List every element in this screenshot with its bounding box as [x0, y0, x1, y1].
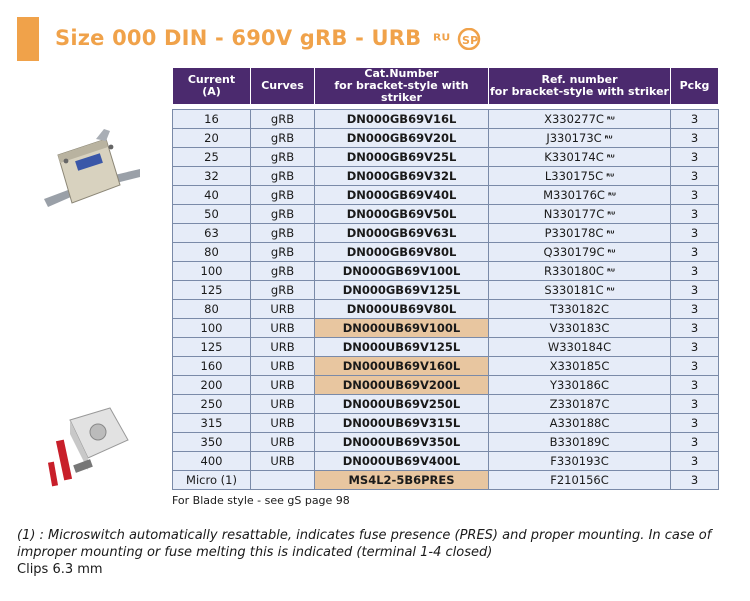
curve-cell: URB: [251, 376, 315, 395]
curve-cell: URB: [251, 414, 315, 433]
cat-number-cell: DN000UB69V100L: [315, 319, 489, 338]
column-header-line2: for bracket-style with striker: [490, 85, 669, 98]
ul-mark-icon: ᴿᵁ: [606, 172, 615, 181]
ref-number-cell: V330183C: [489, 319, 671, 338]
current-cell: 125: [173, 281, 251, 300]
cat-number-cell: DN000UB69V160L: [315, 357, 489, 376]
curve-cell: gRB: [251, 148, 315, 167]
pckg-cell: 3: [671, 300, 719, 319]
curve-cell: gRB: [251, 281, 315, 300]
ref-number-cell: F330193C: [489, 452, 671, 471]
pckg-cell: 3: [671, 452, 719, 471]
ref-number-cell: K330174C ᴿᵁ: [489, 148, 671, 167]
table-row: [173, 452, 719, 471]
ul-mark-icon: ᴿᵁ: [606, 267, 615, 276]
ref-number-cell: M330176C ᴿᵁ: [489, 186, 671, 205]
ul-mark-icon: ᴿᵁ: [606, 115, 615, 124]
current-cell: 80: [173, 300, 251, 319]
column-header-line2: (A): [202, 85, 221, 98]
current-cell: 200: [173, 376, 251, 395]
table-row: [173, 471, 719, 490]
curve-cell: URB: [251, 452, 315, 471]
title-accent-bar: [17, 17, 39, 61]
cat-number-cell: DN000UB69V250L: [315, 395, 489, 414]
table-row: [173, 395, 719, 414]
curve-cell: gRB: [251, 262, 315, 281]
table-row: [173, 224, 719, 243]
curve-cell: URB: [251, 395, 315, 414]
cat-number-cell: DN000GB69V50L: [315, 205, 489, 224]
column-header-line1: Cat.Number: [364, 67, 439, 80]
ul-mark-icon: ᴿᵁ: [607, 210, 616, 219]
current-cell: 100: [173, 319, 251, 338]
pckg-cell: 3: [671, 395, 719, 414]
microswitch-image: [40, 400, 140, 500]
fuse-table: [172, 67, 719, 490]
table-row: [173, 281, 719, 300]
curve-cell: gRB: [251, 205, 315, 224]
ref-number-cell: Q330179C ᴿᵁ: [489, 243, 671, 262]
curve-cell: URB: [251, 319, 315, 338]
ul-mark-icon: ᴿᵁ: [606, 153, 615, 162]
ref-number-cell: P330178C ᴿᵁ: [489, 224, 671, 243]
current-cell: 250: [173, 395, 251, 414]
column-header-line2: for bracket-style with striker: [334, 79, 469, 104]
current-cell: 16: [173, 110, 251, 129]
current-cell: 20: [173, 129, 251, 148]
curve-cell: gRB: [251, 224, 315, 243]
cat-number-cell: DN000UB69V400L: [315, 452, 489, 471]
current-cell: 63: [173, 224, 251, 243]
ref-number-cell: J330173C ᴿᵁ: [489, 129, 671, 148]
table-row: [173, 167, 719, 186]
table-row: [173, 414, 719, 433]
cat-number-cell: DN000UB69V125L: [315, 338, 489, 357]
column-header-line1: Ref. number: [541, 73, 618, 86]
column-header-4: [671, 68, 719, 105]
table-row: [173, 148, 719, 167]
page-title: [55, 26, 483, 50]
table-row: [173, 110, 719, 129]
ref-number-cell: Z330187C: [489, 395, 671, 414]
table-row: [173, 433, 719, 452]
ul-mark-icon: ᴿᵁ: [607, 191, 616, 200]
current-cell: 80: [173, 243, 251, 262]
blade-style-note: For Blade style - see gS page 98: [172, 494, 350, 507]
ref-number-cell: S330181C ᴿᵁ: [489, 281, 671, 300]
svg-text:ᴿᵁ: ᴿᵁ: [432, 31, 451, 50]
column-header-3: [489, 68, 671, 105]
column-header-line1: Pckg: [679, 79, 710, 92]
pckg-cell: 3: [671, 281, 719, 300]
pckg-cell: 3: [671, 243, 719, 262]
ul-mark-icon: ᴿᵁ: [607, 248, 616, 257]
cat-number-cell: DN000GB69V100L: [315, 262, 489, 281]
table-row: [173, 357, 719, 376]
curve-cell: URB: [251, 433, 315, 452]
pckg-cell: 3: [671, 110, 719, 129]
table-row: [173, 338, 719, 357]
pckg-cell: 3: [671, 376, 719, 395]
current-cell: 350: [173, 433, 251, 452]
ref-number-cell: X330277C ᴿᵁ: [489, 110, 671, 129]
ul-mark-icon: ᴿᵁ: [606, 229, 615, 238]
table-row: [173, 319, 719, 338]
cat-number-cell: DN000UB69V80L: [315, 300, 489, 319]
curve-cell: gRB: [251, 110, 315, 129]
table-row: [173, 205, 719, 224]
curve-cell: gRB: [251, 167, 315, 186]
cat-number-cell: DN000UB69V315L: [315, 414, 489, 433]
current-cell: 50: [173, 205, 251, 224]
curve-cell: [251, 471, 315, 490]
cat-number-cell: DN000GB69V63L: [315, 224, 489, 243]
table-row: [173, 129, 719, 148]
pckg-cell: 3: [671, 186, 719, 205]
pckg-cell: 3: [671, 224, 719, 243]
page-title-text: Size 000 DIN - 690V gRB - URB: [55, 26, 422, 50]
cat-number-cell: DN000UB69V350L: [315, 433, 489, 452]
ref-number-cell: L330175C ᴿᵁ: [489, 167, 671, 186]
ref-number-cell: T330182C: [489, 300, 671, 319]
cat-number-cell: DN000GB69V32L: [315, 167, 489, 186]
cat-number-cell: MS4L2-5B6PRES: [315, 471, 489, 490]
table-row: [173, 300, 719, 319]
pckg-cell: 3: [671, 357, 719, 376]
column-header-1: [251, 68, 315, 105]
curve-cell: URB: [251, 338, 315, 357]
ref-number-cell: F210156C: [489, 471, 671, 490]
cat-number-cell: DN000GB69V20L: [315, 129, 489, 148]
cat-number-cell: DN000GB69V80L: [315, 243, 489, 262]
pckg-cell: 3: [671, 471, 719, 490]
current-cell: 100: [173, 262, 251, 281]
ref-number-cell: Y330186C: [489, 376, 671, 395]
current-cell: 400: [173, 452, 251, 471]
current-cell: 40: [173, 186, 251, 205]
cat-number-cell: DN000UB69V200L: [315, 376, 489, 395]
cat-number-cell: DN000GB69V16L: [315, 110, 489, 129]
footnote: [17, 527, 739, 578]
ref-number-cell: A330188C: [489, 414, 671, 433]
curve-cell: URB: [251, 357, 315, 376]
cat-number-cell: DN000GB69V125L: [315, 281, 489, 300]
current-cell: Micro (1): [173, 471, 251, 490]
current-cell: 32: [173, 167, 251, 186]
current-cell: 25: [173, 148, 251, 167]
table-header-row: [173, 68, 719, 105]
current-cell: 125: [173, 338, 251, 357]
curve-cell: URB: [251, 300, 315, 319]
cat-number-cell: DN000GB69V40L: [315, 186, 489, 205]
pckg-cell: 3: [671, 167, 719, 186]
table-row: [173, 262, 719, 281]
curve-cell: gRB: [251, 186, 315, 205]
ul-mark-icon: ᴿᵁ: [604, 134, 613, 143]
ref-number-cell: X330185C: [489, 357, 671, 376]
table-body: [173, 105, 719, 490]
ul-mark-icon: ᴿᵁ: [606, 286, 615, 295]
curve-cell: gRB: [251, 129, 315, 148]
ref-number-cell: N330177C ᴿᵁ: [489, 205, 671, 224]
pckg-cell: 3: [671, 433, 719, 452]
current-cell: 160: [173, 357, 251, 376]
table-row: [173, 376, 719, 395]
clips-note: Clips 6.3 mm: [17, 562, 103, 577]
pckg-cell: 3: [671, 148, 719, 167]
svg-text:SP: SP: [461, 34, 479, 47]
cat-number-cell: DN000GB69V25L: [315, 148, 489, 167]
ul-csa-cert-icon: [433, 28, 483, 50]
pckg-cell: 3: [671, 205, 719, 224]
pckg-cell: 3: [671, 319, 719, 338]
table-row: [173, 186, 719, 205]
pckg-cell: 3: [671, 338, 719, 357]
column-header-line1: Curves: [261, 79, 304, 92]
column-header-2: [315, 68, 489, 105]
curve-cell: gRB: [251, 243, 315, 262]
pckg-cell: 3: [671, 129, 719, 148]
ref-number-cell: W330184C: [489, 338, 671, 357]
pckg-cell: 3: [671, 414, 719, 433]
table-row: [173, 243, 719, 262]
footnote-text: (1) : Microswitch automatically resattable, indicates fuse presence (PRES) and proper mounting. In case of improper mounting or fuse melting this is indicated (terminal 1-4 closed): [17, 528, 712, 560]
ref-number-cell: B330189C: [489, 433, 671, 452]
column-header-0: [173, 68, 251, 105]
ref-number-cell: R330180C ᴿᵁ: [489, 262, 671, 281]
column-header-line1: Current: [187, 73, 236, 86]
fuse-bracket-image: [36, 127, 144, 219]
current-cell: 315: [173, 414, 251, 433]
pckg-cell: 3: [671, 262, 719, 281]
